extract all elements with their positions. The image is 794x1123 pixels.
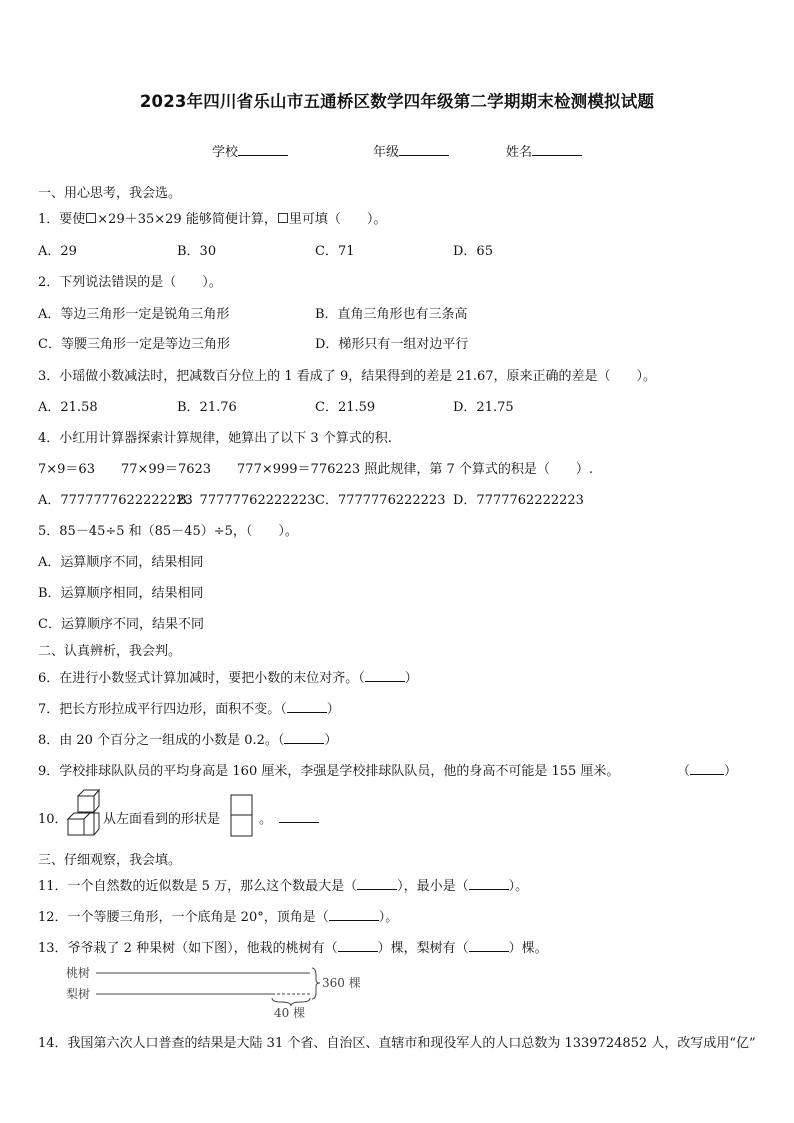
answer-blank[interactable] bbox=[287, 701, 327, 713]
section-1-heading: 一、用心思考，我会选。 bbox=[38, 186, 182, 201]
question-12: 12．一个等腰三角形，一个底角是 20°，顶角是（ ）。 bbox=[38, 910, 399, 925]
q2-option-d[interactable]: D．梯形只有一组对边平行 bbox=[315, 337, 469, 352]
answer-blank[interactable] bbox=[279, 811, 319, 823]
q3-option-b[interactable]: B．21.76 bbox=[177, 400, 237, 415]
question-8: 8．由 20 个百分之一组成的小数是 0.2。（ ） bbox=[38, 733, 338, 748]
question-2: 2．下列说法错误的是（ ）。 bbox=[38, 275, 222, 290]
name-field[interactable]: 姓名 bbox=[506, 141, 582, 160]
answer-blank[interactable] bbox=[338, 940, 378, 952]
question-13: 13．爷爷栽了 2 种果树（如下图），他栽的桃树有（ ）棵，梨树有（ ）棵。 bbox=[38, 941, 548, 956]
cube-bottom-front bbox=[68, 819, 84, 835]
section-2-heading: 二、认真辨析，我会判。 bbox=[38, 644, 182, 659]
question-6: 6．在进行小数竖式计算加减时，要把小数的末位对齐。（ ） bbox=[38, 671, 418, 686]
q5-option-a[interactable]: A．运算顺序不同，结果相同 bbox=[38, 555, 204, 570]
q4-option-b[interactable]: B．77777762222223 bbox=[177, 493, 316, 508]
q4-option-c[interactable]: C．7777776222223 bbox=[315, 493, 446, 508]
cube-bottom-right bbox=[84, 813, 99, 835]
question-4: 4．小红用计算器探索计算规律，她算出了以下 3 个算式的积. bbox=[38, 431, 392, 446]
answer-blank[interactable] bbox=[357, 878, 397, 890]
q1-option-a[interactable]: A．29 bbox=[38, 244, 77, 259]
q3-option-a[interactable]: A．21.58 bbox=[38, 400, 98, 415]
difference-brace bbox=[272, 998, 310, 1006]
section-3-heading: 三、仔细观察，我会填。 bbox=[38, 853, 182, 868]
question-10-number: 10． bbox=[38, 812, 68, 827]
q9-answer[interactable]: （ ） bbox=[677, 764, 738, 779]
box-icon bbox=[278, 213, 288, 223]
answer-blank[interactable] bbox=[329, 909, 379, 921]
question-10-tail: 。 bbox=[259, 808, 319, 827]
peach-label: 桃树 bbox=[66, 966, 91, 980]
question-7: 7．把长方形拉成平行四边形，面积不变。（ ） bbox=[38, 702, 340, 717]
q1-option-c[interactable]: C．71 bbox=[315, 244, 355, 259]
question-5: 5．85－45÷5 和（85－45）÷5，（ ）。 bbox=[38, 524, 298, 539]
q5-option-b[interactable]: B．运算顺序相同，结果相同 bbox=[38, 586, 204, 601]
question-9: 9．学校排球队队员的平均身高是 160 厘米，李强是学校排球队队员，他的身高不可能是 155 厘米。 bbox=[38, 764, 620, 779]
school-field[interactable]: 学校 bbox=[212, 141, 288, 160]
q4-option-a[interactable]: A．7777777622222223 bbox=[38, 493, 193, 508]
q3-option-c[interactable]: C．21.59 bbox=[315, 400, 376, 415]
box-icon bbox=[86, 213, 96, 223]
q4-option-d[interactable]: D．7777762222223 bbox=[453, 493, 584, 508]
answer-blank[interactable] bbox=[365, 670, 405, 682]
total-brace bbox=[312, 968, 320, 999]
q3-option-d[interactable]: D．21.75 bbox=[453, 400, 514, 415]
q1-option-b[interactable]: B．30 bbox=[177, 244, 217, 259]
question-3: 3．小瑶做小数减法时，把减数百分位上的 1 看成了 9，结果得到的差是 21.67，原来正确的差是（ ）。 bbox=[38, 369, 657, 384]
q1-option-d[interactable]: D．65 bbox=[453, 244, 493, 259]
answer-blank[interactable] bbox=[469, 878, 509, 890]
question-14: 14．我国第六次人口普查的结果是大陆 31 个省、自治区、直辖市和现役军人的人口总数为 1339724852 人，改写成用“亿” bbox=[38, 1036, 756, 1051]
cube-top-front bbox=[78, 796, 94, 812]
question-4-equations: 7×9＝63 77×99＝7623 777×999＝776223 照此规律，第 7 个算式的积是（ ）. bbox=[38, 462, 593, 477]
pear-label: 梨树 bbox=[66, 987, 91, 1001]
q2-option-c[interactable]: C．等腰三角形一定是等边三角形 bbox=[38, 337, 230, 352]
q2-option-a[interactable]: A．等边三角形一定是锐角三角形 bbox=[38, 307, 230, 322]
q5-option-c[interactable]: C．运算顺序不同，结果不同 bbox=[38, 617, 204, 632]
q2-option-b[interactable]: B．直角三角形也有三条高 bbox=[315, 307, 468, 322]
answer-blank[interactable] bbox=[284, 732, 324, 744]
question-1: 1．要使 ×29＋35×29 能够简便计算， 里可填（ ）。 bbox=[38, 212, 387, 227]
total-label: 360 棵 bbox=[322, 976, 361, 990]
grade-field[interactable]: 年级 bbox=[373, 141, 449, 160]
difference-label: 40 棵 bbox=[274, 1006, 306, 1020]
page-title: 2023年四川省乐山市五通桥区数学四年级第二学期期末检测模拟试题 bbox=[139, 92, 655, 111]
question-10-text: 从左面看到的形状是 bbox=[103, 812, 221, 827]
fruit-tree-line-diagram bbox=[62, 962, 372, 1020]
answer-blank[interactable] bbox=[690, 763, 724, 775]
cube-stack-figure bbox=[66, 788, 100, 840]
question-11: 11．一个自然数的近似数是 5 万，那么这个数最大是（ ），最小是（ ）。 bbox=[38, 879, 529, 894]
left-view-figure bbox=[230, 794, 254, 838]
answer-blank[interactable] bbox=[469, 940, 509, 952]
